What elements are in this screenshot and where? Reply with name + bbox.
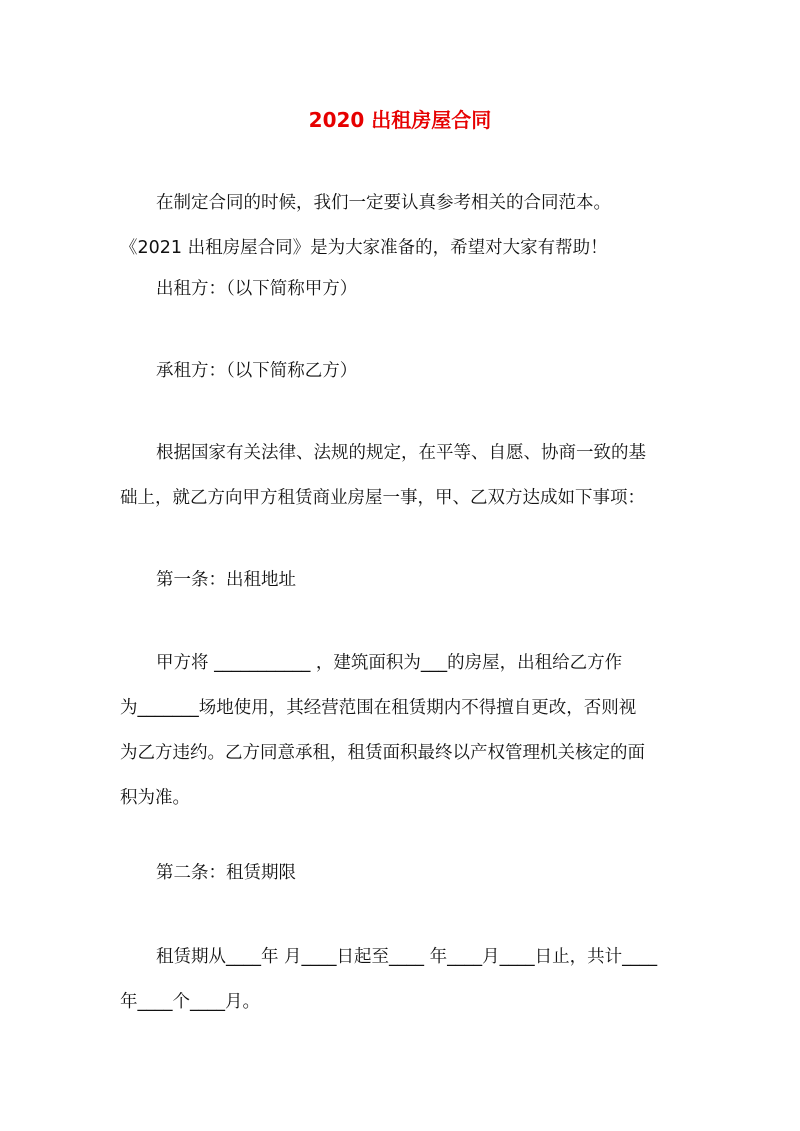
- preamble-line: 础上，就乙方向甲方租赁商业房屋一事，甲、乙双方达成如下事项：: [120, 488, 645, 508]
- preamble-paragraph: [120, 431, 692, 521]
- article2-line: 租赁期从____年 月____日起至____ 年____月____日止，共计____: [156, 947, 658, 967]
- article1-line: 为乙方违约。乙方同意承租，租赁面积最终以产权管理机关核定的面: [120, 743, 645, 763]
- intro-line: 在制定合同的时候，我们一定要认真参考相关的合同范本。: [156, 193, 611, 213]
- article1-heading: 第一条：出租地址: [156, 570, 296, 590]
- article1-paragraph: [120, 641, 692, 821]
- lessor-line: 出租方：（以下简称甲方）: [156, 279, 358, 299]
- article2-heading: 第二条：租赁期限: [156, 863, 296, 883]
- preamble-line: 根据国家有关法律、法规的规定，在平等、自愿、协商一致的基: [156, 443, 646, 463]
- intro-paragraph: [120, 181, 692, 271]
- document-title: 2020 出租房屋合同: [308, 108, 492, 132]
- article2-paragraph: [120, 935, 692, 1025]
- article1-line: 甲方将 ___________ ，建筑面积为___的房屋，出租给乙方作: [156, 653, 623, 673]
- article2-line: 年____个____月。: [120, 992, 260, 1012]
- intro-line: 《2021 出租房屋合同》是为大家准备的，希望对大家有帮助！: [120, 238, 608, 258]
- article1-line: 为_______场地使用，其经营范围在租赁期内不得擅自更改，否则视: [120, 698, 637, 718]
- article1-line: 积为准。: [120, 788, 190, 808]
- lessee-line: 承租方：（以下简称乙方）: [156, 361, 358, 381]
